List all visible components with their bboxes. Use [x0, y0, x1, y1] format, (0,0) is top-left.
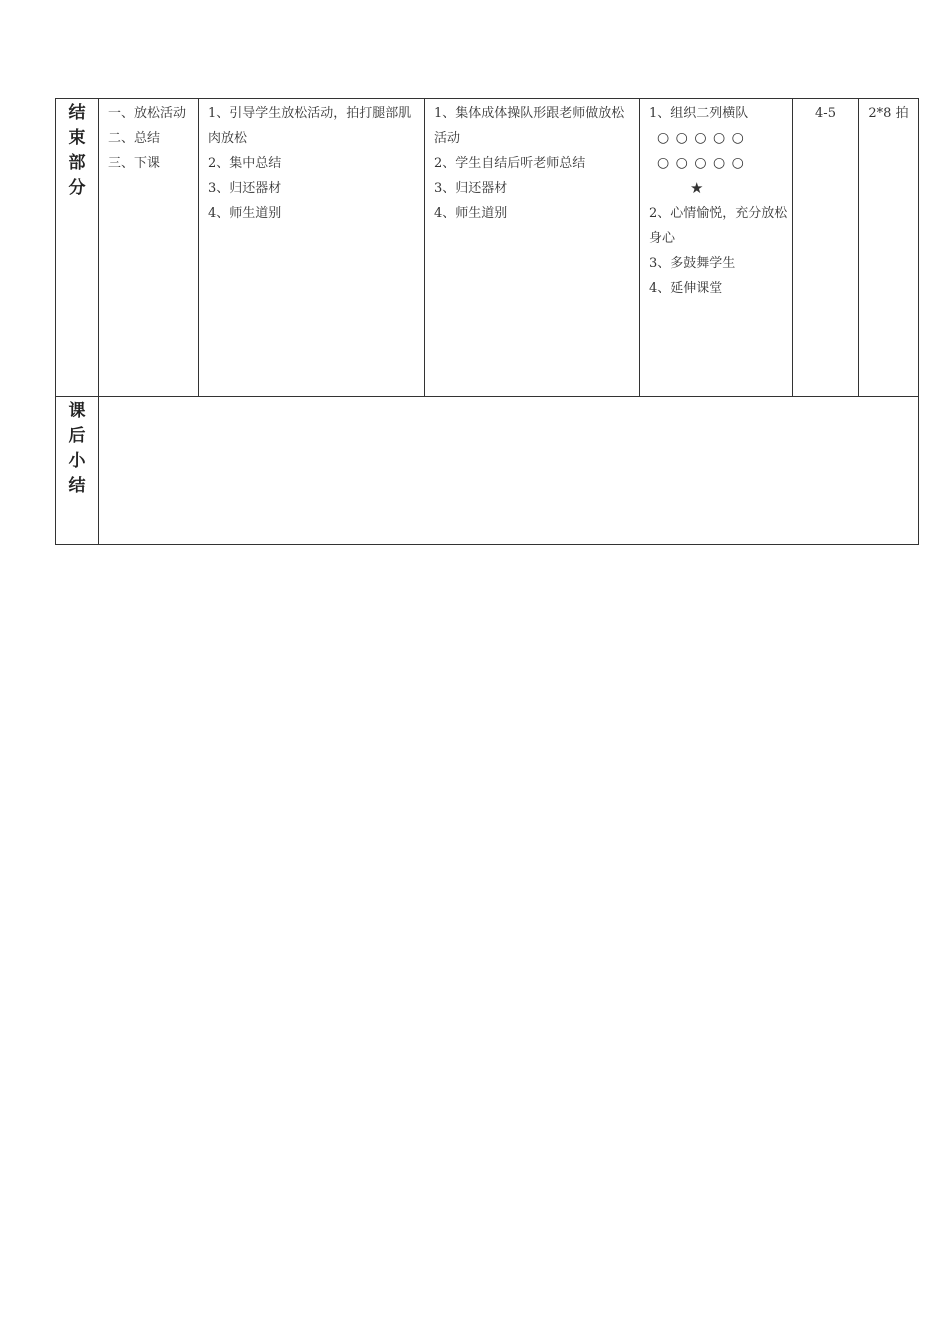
content-item: 一、放松活动: [108, 106, 187, 121]
content-item: 二、总结: [108, 131, 161, 146]
time-cell: 4-5: [793, 99, 859, 397]
student-item: 2、学生自结后听老师总结: [434, 156, 586, 171]
student-item: 1、集体成体操队形跟老师做放松活动: [434, 106, 625, 146]
summary-content-cell: [99, 397, 919, 545]
lesson-plan-table: [55, 98, 919, 545]
formation-row: ○ ○ ○ ○ ○: [657, 130, 745, 146]
organization-item: 1、组织二列横队: [649, 106, 749, 121]
teacher-item: 2、集中总结: [208, 156, 282, 171]
content-cell: [99, 99, 199, 397]
teacher-item: 1、引导学生放松活动，拍打腿部肌肉放松: [208, 106, 412, 146]
content-item: 三、下课: [108, 156, 161, 171]
organization-item: 3、多鼓舞学生: [649, 256, 736, 271]
student-item: 3、归还器材: [434, 181, 508, 196]
teacher-item: 3、归还器材: [208, 181, 282, 196]
summary-row: [56, 397, 919, 545]
student-item: 4、师生道别: [434, 206, 508, 221]
count-cell: 2*8 拍: [859, 99, 919, 397]
organization-item: 4、延伸课堂: [649, 281, 723, 296]
summary-section-title: 课 后 小 结: [56, 397, 99, 545]
teacher-activity-cell: [199, 99, 425, 397]
end-section-row: [56, 99, 919, 397]
organization-item: 2、心情愉悦，充分放松身心: [649, 206, 788, 246]
teacher-star-icon: ★: [690, 179, 704, 197]
student-activity-cell: [425, 99, 640, 397]
organization-cell: [640, 99, 793, 397]
end-section-title: 结 束 部 分: [56, 99, 99, 397]
teacher-item: 4、师生道别: [208, 206, 282, 221]
formation-row: ○ ○ ○ ○ ○: [657, 155, 745, 171]
